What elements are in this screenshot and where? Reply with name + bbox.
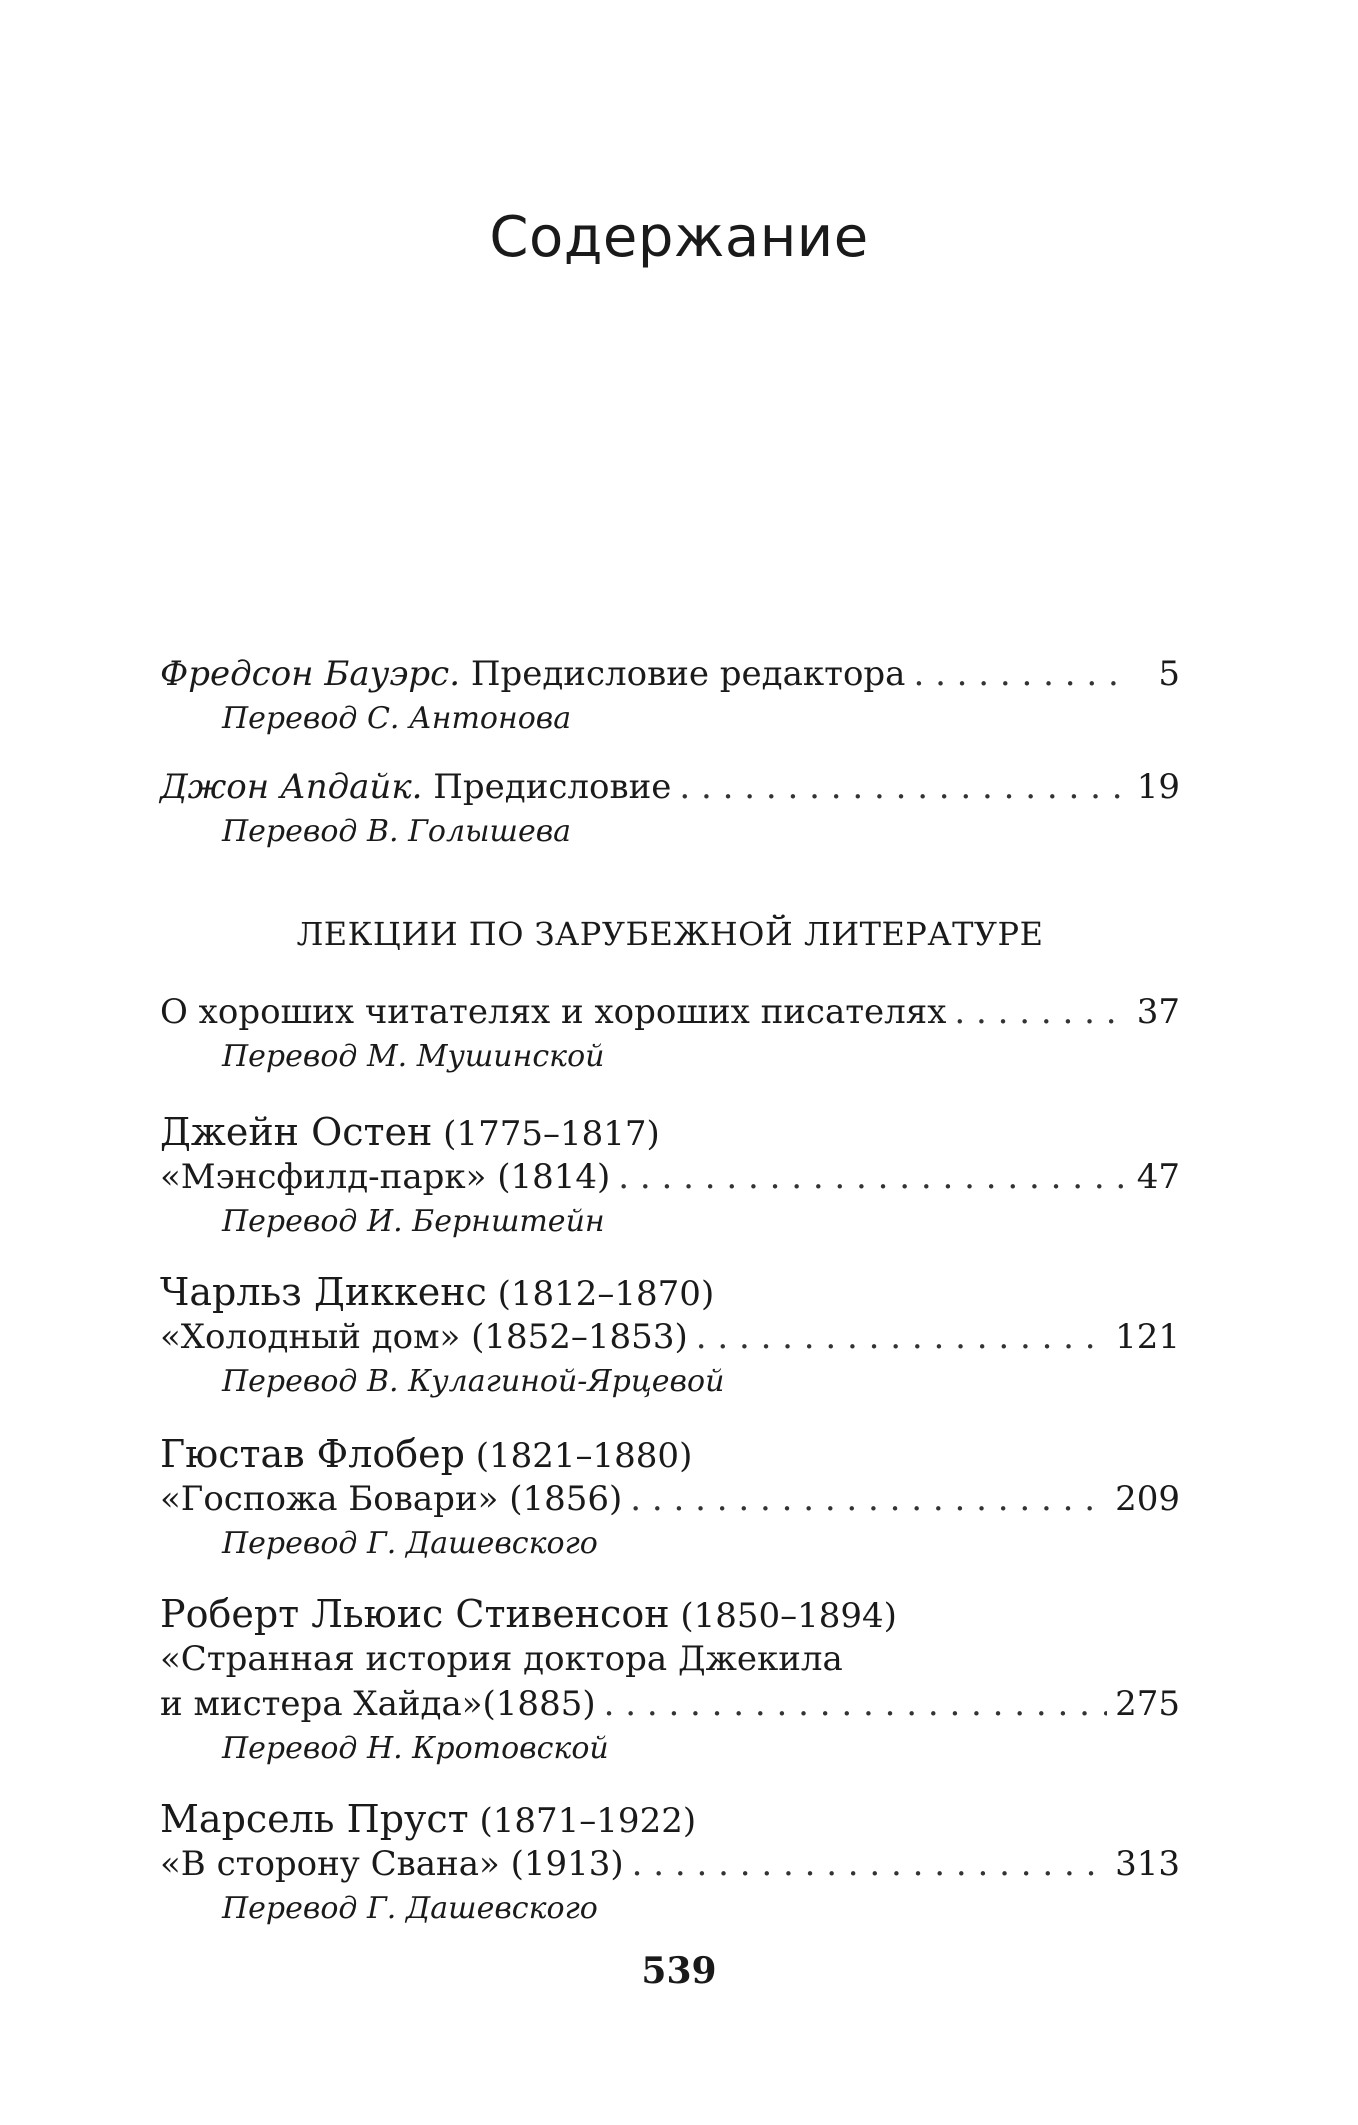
author-years: (1812–1870) xyxy=(486,1274,715,1314)
toc-entry-bleak-house[interactable] xyxy=(160,1315,1180,1359)
toc-entry-mansfield-park[interactable] xyxy=(160,1155,1180,1199)
entry-author: Джон Апдайк. xyxy=(160,767,423,807)
author-name: Джейн Остен xyxy=(160,1110,433,1154)
dot-leader xyxy=(632,1842,1107,1886)
page-title: Содержание xyxy=(489,205,869,270)
dot-leader xyxy=(954,990,1128,1034)
entry-translator: Перевод И. Бернштейн xyxy=(222,1204,605,1239)
entry-title: Предисловие xyxy=(422,767,672,807)
dot-leader xyxy=(679,765,1128,809)
dot-leader xyxy=(696,1315,1107,1359)
toc-entry-editor-preface[interactable] xyxy=(160,652,1180,696)
entry-title: О хороших читателях и хороших писателях xyxy=(160,992,947,1032)
author-name: Марсель Пруст xyxy=(160,1797,469,1841)
lecture-author xyxy=(160,1590,897,1638)
entry-page-number: 5 xyxy=(1158,654,1180,694)
author-years: (1850–1894) xyxy=(669,1596,897,1636)
toc-entry-swanns-way[interactable] xyxy=(160,1842,1180,1886)
author-years: (1821–1880) xyxy=(464,1436,693,1476)
entry-translator: Перевод Г. Дашевского xyxy=(222,1891,598,1926)
lecture-author xyxy=(160,1268,714,1316)
toc-entry-jekyll-hyde[interactable] xyxy=(160,1682,1180,1726)
dot-leader xyxy=(604,1682,1108,1726)
entry-title-line: «Странная история доктора Джекила xyxy=(160,1639,843,1679)
lecture-author xyxy=(160,1795,696,1843)
entry-title: и мистера Хайда»(1885) xyxy=(160,1684,596,1724)
entry-translator: Перевод Н. Кротовской xyxy=(222,1731,609,1766)
author-years: (1871–1922) xyxy=(468,1801,697,1841)
page-number: 539 xyxy=(641,1950,717,1992)
dot-leader xyxy=(630,1477,1107,1521)
author-name: Гюстав Флобер xyxy=(160,1432,465,1476)
entry-page-number: 275 xyxy=(1115,1684,1180,1724)
entry-page-number: 37 xyxy=(1136,992,1180,1032)
entry-page-number: 47 xyxy=(1136,1157,1180,1197)
entry-page-number: 19 xyxy=(1136,767,1180,807)
entry-author: Фредсон Бауэрс. xyxy=(160,654,461,694)
toc-entry-updike-preface[interactable] xyxy=(160,765,1180,809)
dot-leader xyxy=(618,1155,1128,1199)
entry-page-number: 313 xyxy=(1115,1844,1180,1884)
lecture-author xyxy=(160,1430,692,1478)
author-name: Чарльз Диккенс xyxy=(160,1270,487,1314)
entry-translator: Перевод М. Мушинской xyxy=(222,1039,605,1074)
section-heading: ЛЕКЦИИ ПО ЗАРУБЕЖНОЙ ЛИТЕРАТУРЕ xyxy=(296,915,1044,953)
entry-translator: Перевод С. Антонова xyxy=(222,701,572,736)
entry-title: Предисловие редактора xyxy=(460,654,906,694)
author-years: (1775–1817) xyxy=(432,1114,660,1154)
dot-leader xyxy=(913,652,1132,696)
entry-page-number: 209 xyxy=(1115,1479,1180,1519)
toc-entry-madame-bovary[interactable] xyxy=(160,1477,1180,1521)
lecture-author xyxy=(160,1108,660,1156)
entry-translator: Перевод В. Кулагиной-Ярцевой xyxy=(222,1364,725,1399)
entry-page-number: 121 xyxy=(1115,1317,1180,1357)
author-name: Роберт Льюис Стивенсон xyxy=(160,1592,670,1636)
entry-title: «Госпожа Бовари» (1856) xyxy=(160,1479,623,1519)
entry-translator: Перевод Г. Дашевского xyxy=(222,1526,598,1561)
entry-title: «Мэнсфилд-парк» (1814) xyxy=(160,1157,611,1197)
entry-title: «Холодный дом» (1852–1853) xyxy=(160,1317,688,1357)
entry-translator: Перевод В. Голышева xyxy=(222,814,572,849)
entry-title: «В сторону Свана» (1913) xyxy=(160,1844,624,1884)
toc-entry-good-readers[interactable] xyxy=(160,990,1180,1034)
